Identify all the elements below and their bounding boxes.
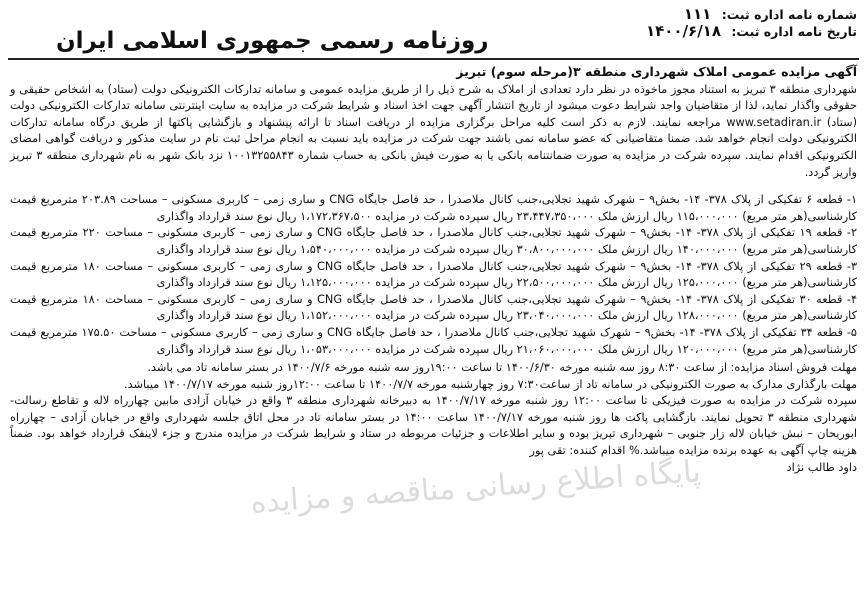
- property-list: [10, 192, 857, 358]
- watermark: پایگاه اطلاع رسانی مناقصه و مزایده: [249, 454, 702, 521]
- registration-date: ۱۴۰۰/۶/۱۸: [645, 22, 721, 40]
- registration-date-label: تاریخ نامه اداره ثبت:: [731, 24, 857, 39]
- newspaper-title: روزنامه رسمی جمهوری اسلامی ایران: [56, 28, 489, 54]
- property-item: ۲- قطعه ۱۹ تفکیکی از پلاک ۳۷۸- ۱۴- بخش۹ – شهرک شهید تجلایی،جنب کانال ملاصدرا ، حد فاصل جایگاه CNG و ساری زمی – کاربری مسکونی – مساحت ۲۲۰ مترمربع قیمت کارشناسی(هر متر مربع) ۱۴۰،۰۰۰،۰۰۰ ریال ارزش ملک ۳۰،۸۰۰،۰۰۰،۰۰۰ ریال سپرده شرکت در مزایده ۱،۵۴۰،۰۰۰،۰۰۰ ریال نوع سند قرارداد واگذاری: [10, 226, 858, 256]
- header-divider: [8, 58, 859, 60]
- property-item: ۱- قطعه ۶ تفکیکی از پلاک ۳۷۸- ۱۴- بخش۹ – شهرک شهید تجلایی،جنب کانال ملاصدرا ، حد فاصل جایگاه CNG و ساری زمی – کاربری مسکونی – مساحت ۲۰۳.۸۹ مترمربع قیمت کارشناسی(هر متر مربع) ۱۱۵،۰۰۰،۰۰۰ ریال ارزش ملک ۲۳،۴۴۷،۳۵۰،۰۰۰ ریال سپرده شرکت در مزایده ۱،۱۷۲،۳۶۷،۵۰۰ ریال نوع سند قرارداد واگذاری: [10, 193, 858, 223]
- registration-date-row: [527, 23, 857, 40]
- property-item: ۴- قطعه ۳۰ تفکیکی از پلاک ۳۷۸- ۱۴- بخش۹ – شهرک شهید تجلایی،جنب کانال ملاصدرا ، حد فاصل جایگاه CNG و ساری زمی – کاربری مسکونی – مساحت ۱۸۰ مترمربع قیمت کارشناسی(هر متر مربع) ۱۲۸،۰۰۰،۰۰۰ ریال ارزش ملک ۲۳،۰۴۰،۰۰۰،۰۰۰ ریال سپرده شرکت در مزایده ۱،۱۵۲،۰۰۰،۰۰۰ ریال نوع سند قرارداد واگذاری: [10, 292, 858, 323]
- registration-meta: [527, 6, 857, 40]
- notice-headline: آگهی مزایده عمومی املاک شهرداری منطقه ۳(مرحله سوم) تبریز: [456, 64, 857, 79]
- notice-body: [10, 64, 857, 476]
- property-item: ۳- قطعه ۲۹ تفکیکی از پلاک ۳۷۸- ۱۴- بخش۹ – شهرک شهید تجلایی،جنب کانال ملاصدرا ، حد فاصل جایگاه CNG و ساری زمی – کاربری مسکونی – مساحت ۱۸۰ مترمربع قیمت کارشناسی(هر متر مربع) ۱۲۵،۰۰۰،۰۰۰ ریال ارزش ملک ۲۲،۵۰۰،۰۰۰،۰۰۰ ریال سپرده شرکت در مزایده ۱،۱۲۵،۰۰۰،۰۰۰ ریال نوع سند قرارداد واگذاری: [10, 259, 858, 290]
- notice-intro: شهرداری منطقه ۳ تبریز به استناد مجوز ماخوذه در نظر دارد تعدادی از املاک به شرح ذیل را از طریق مزایده عمومی و سامانه تدارکات الکترونیکی دولت (ستاد) به اشخاص حقیقی و حقوقی واگذار نماید، لذا از متقاضیان واجد شرایط دعوت میشود از تاریخ انتشار آگهی جهت اخذ اسناد و شرایط شرکت در مزایده به سایت اینترنتی سامانه تدارکات الکترونیکی دولت (ستاد) www.setadiran.ir مراجعه نمایند. لازم به ذکر است کلیه مراحل برگزاری مزایده از دریافت اسناد تا ارائه پیشنهاد و بازگشایی پاکتها از طریق درگاه سامانه تدارکات الکترونیکی دولت انجام خواهد شد. ضمنا متقاضیانی که عضو سامانه نمی باشند جهت شرکت در مزایده باید نسبت به انجام مراحل ثبت نام در سایت مذکور و دریافت گواهی امضای الکترونیکی اقدام نمایند. سپرده شرکت در مزایده به صورت ضمانتنامه بانکی یا به صورت فیش بانکی به حساب شماره ۱۰۰۱۳۲۵۵۸۴۳ نزد بانک شهر به نام شهرداری منطقه ۳ تبریز واریز گردد.: [10, 82, 857, 179]
- registration-number-row: [527, 6, 857, 23]
- upload-deadline: مهلت بارگذاری مدارک به صورت الکترونیکی در سامانه تاد از ساعت۷:۳۰ روز چهارشنبه مورخه ۱۴۰۰/۷/۷ تا ساعت ۱۲:۰۰روز شنبه مورخه ۱۴۰۰/۷/۱۷ میباشد.: [124, 377, 857, 391]
- signature: داود طالب نژاد: [786, 460, 857, 474]
- registration-number: ۱۱۱: [683, 5, 712, 23]
- registration-number-label: شماره نامه اداره ثبت:: [721, 7, 857, 22]
- property-item: ۵- قطعه ۳۴ تفکیکی از پلاک ۳۷۸- ۱۴- بخش۹ – شهرک شهید تجلایی،جنب کانال ملاصدرا ، حد فاصل جایگاه CNG و ساری زمی – کاربری مسکونی – مساحت ۱۷۵.۵۰ مترمربع قیمت کارشناسی(هر متر مربع) ۱۲۰،۰۰۰،۰۰۰ ریال ارزش ملک ۲۱،۰۶۰،۰۰۰،۰۰۰ ریال سپرده شرکت در مزایده ۱،۰۵۳،۰۰۰،۰۰۰ ریال نوع سند قرارداد واگذاری: [10, 325, 857, 356]
- sales-deadline: مهلت فروش اسناد مزایده: از ساعت ۸:۳۰ روز سه شنبه مورخه ۱۴۰۰/۶/۳۰ تا ساعت ۱۹:۰۰روز سه شنبه مورخه ۱۴۰۰/۷/۶ در بستر سامانه تاد می باشد.: [147, 361, 857, 375]
- deadline-section: [10, 360, 857, 460]
- deposit-and-opening: سپرده شرکت در مزایده به صورت فیزیکی تا ساعت ۱۲:۰۰ روز شنبه مورخه ۱۴۰۰/۷/۱۷ به دبیرخانه شهرداری منطقه ۳ واقع در خیابان آزادی مابین چهارراه لاله و تقاطع رسالت- شهرداری منطقه ۳ تحویل نمایند. بازگشایی پاکت ها روز شنبه مورخه ۱۴۰۰/۷/۱۷ ساعت ۱۴:۰۰ در بستر سامانه تاد در محل اتاق جلسه شهرداری واقع در خیابان آزادی – چهارراه ابوریحان – نبش خیابان لاله زار جنوبی – شهرداری تبریز بوده و سایر اطلاعات و جزئیات مربوطه در ستاد و شرایط شرکت در مزایده مندرج و جزء لاینفک قرارداد خواهد بود. ضمناً هزینه چاپ آگهی به عهده برنده مزایده میباشد.% اقدام کننده: تقی پور: [10, 394, 857, 458]
